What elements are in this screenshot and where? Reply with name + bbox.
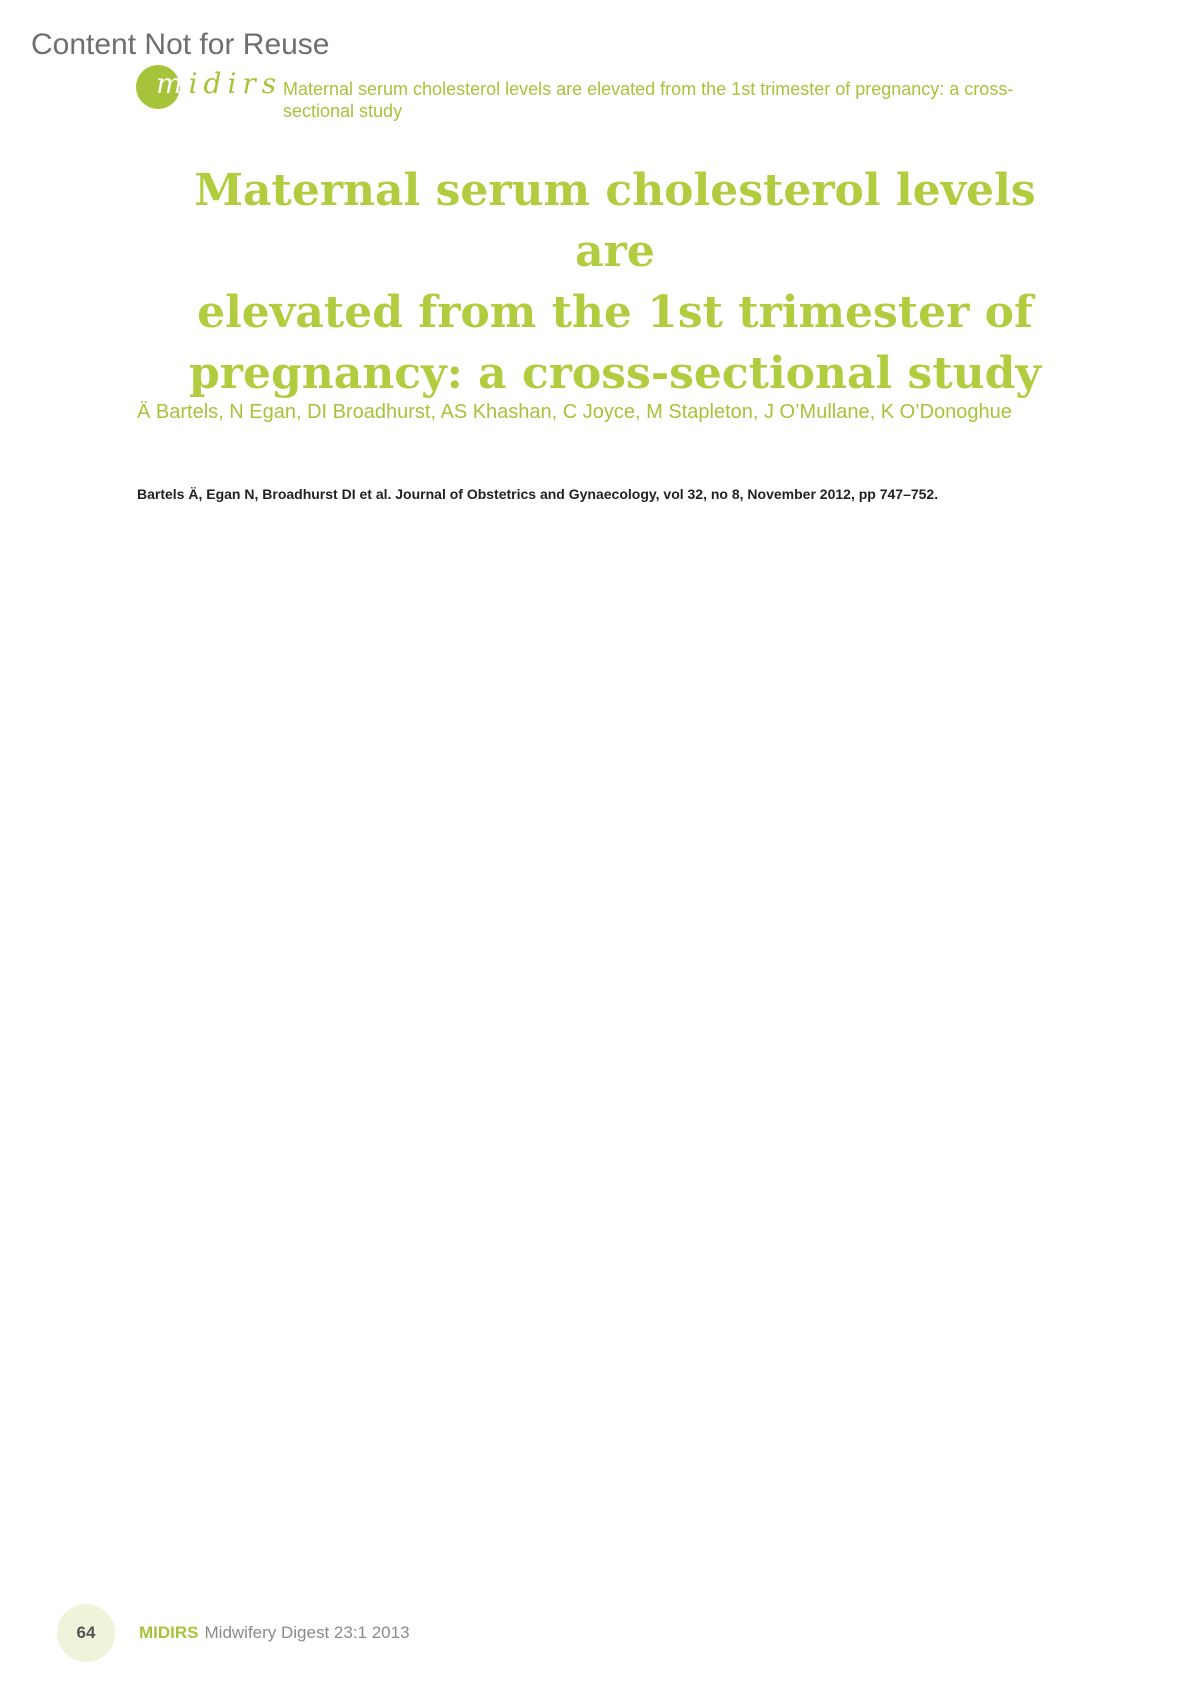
logo-wordmark-rest: idirs (188, 67, 283, 100)
logo-wordmark-initial: m (156, 67, 189, 100)
footer-brand: MIDIRS (139, 1623, 199, 1642)
footer (139, 1623, 410, 1643)
citation: Bartels Ä, Egan N, Broadhurst DI et al. Journal of Obstetrics and Gynaecology, vol 32, no 8, November 2012, pp 747–752. (137, 486, 939, 502)
running-head: Maternal serum cholesterol levels are elevated from the 1st trimester of pregnancy: a cross-sectional study (283, 79, 1014, 121)
midirs-logo (136, 64, 283, 114)
author-list: Ä Bartels, N Egan, DI Broadhurst, AS Khashan, C Joyce, M Stapleton, J O’Mullane, K O’Donoghue (137, 401, 1012, 423)
article-title-line: Maternal serum cholesterol levels are (194, 165, 1036, 277)
article-title-line: pregnancy: a cross-sectional study (189, 348, 1041, 399)
watermark: Content Not for Reuse (31, 28, 330, 61)
page-number-badge (57, 1604, 115, 1662)
footer-publication: Midwifery Digest 23:1 2013 (204, 1623, 410, 1642)
page-number: 64 (76, 1623, 96, 1642)
logo-wordmark (156, 67, 282, 101)
article-title (150, 160, 1080, 404)
article-title-line: elevated from the 1st trimester of (197, 287, 1033, 338)
